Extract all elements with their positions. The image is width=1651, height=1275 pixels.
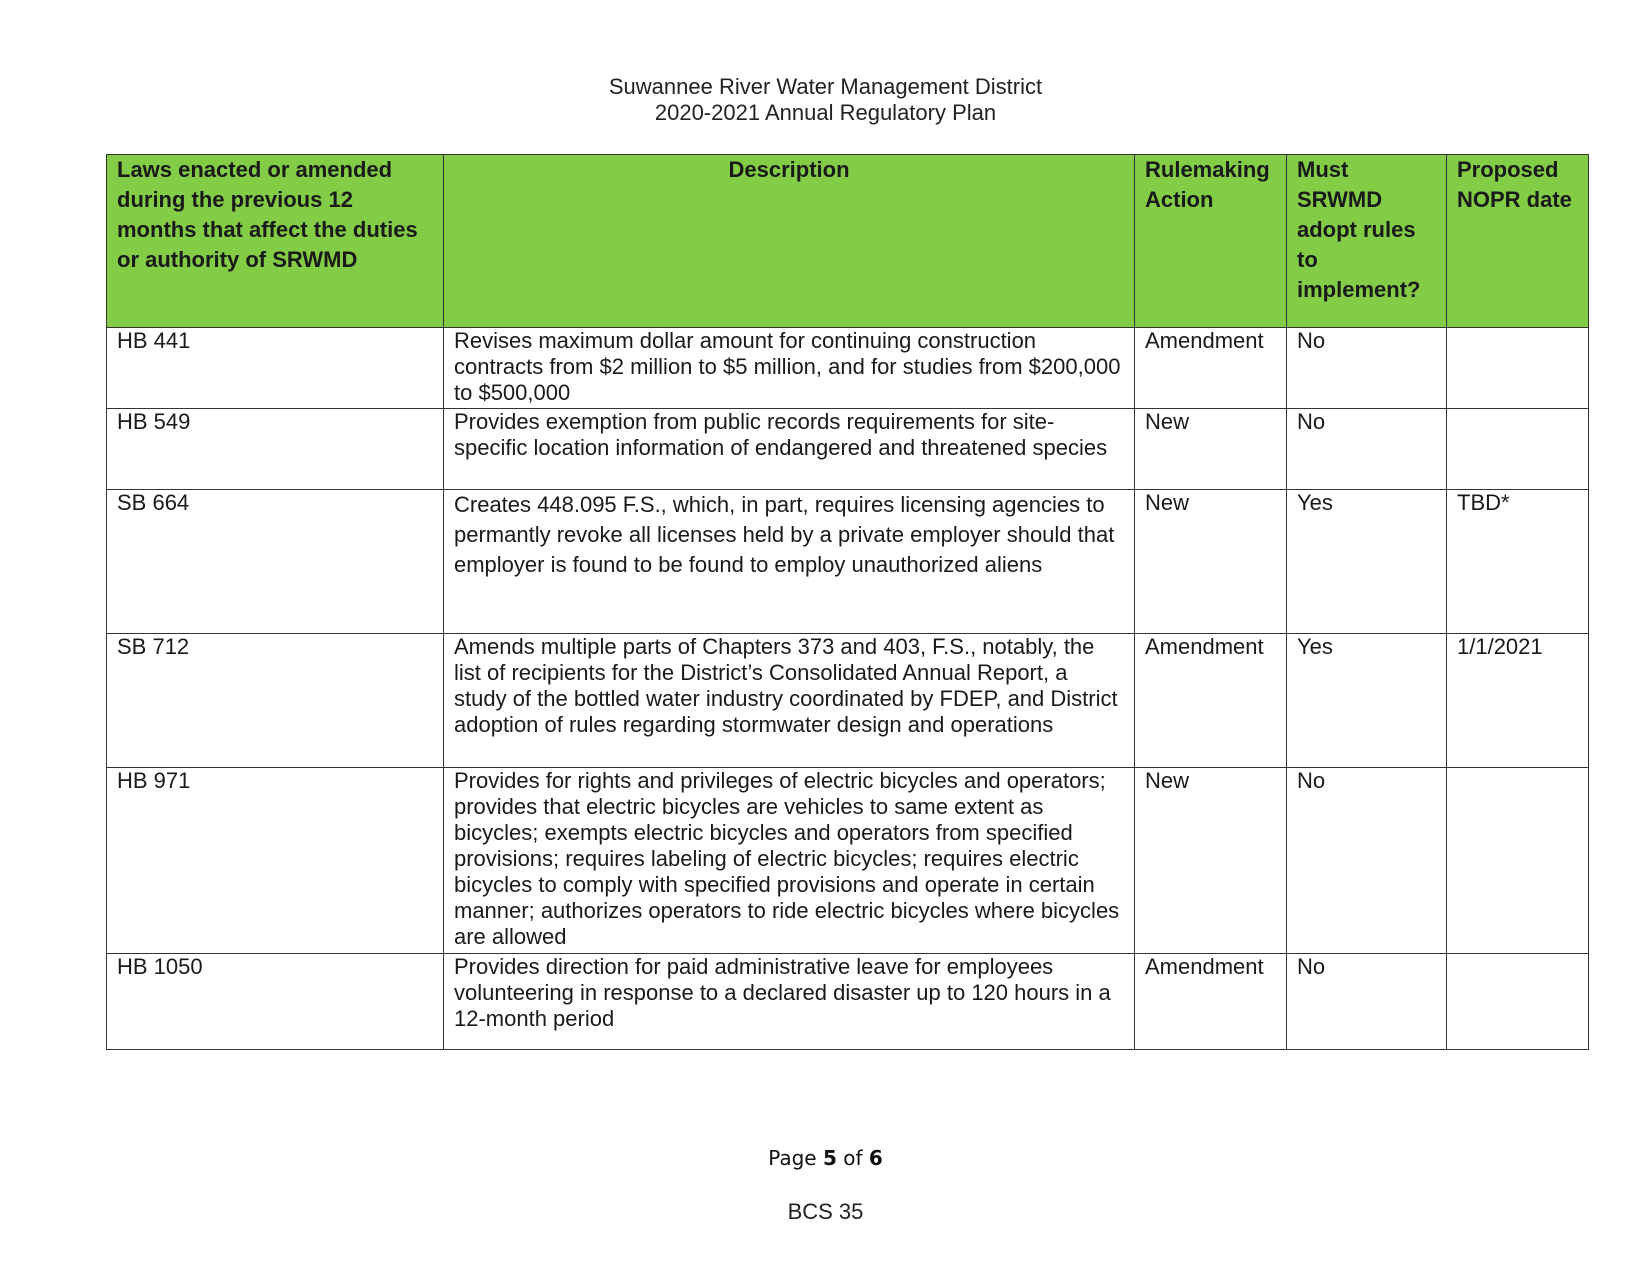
document-org-title: Suwannee River Water Management District	[608, 74, 1043, 99]
cell-description: Provides exemption from public records requirements for site-specific location information of endangered and threatened species	[444, 409, 1135, 490]
cell-law: HB 1050	[107, 954, 444, 1050]
column-header-rulemaking-action: Rulemaking Action	[1135, 155, 1287, 328]
cell-must-adopt: No	[1287, 768, 1447, 954]
cell-nopr-date: TBD*	[1447, 490, 1589, 634]
page-word: Page	[768, 1146, 817, 1170]
cell-description: Amends multiple parts of Chapters 373 and 403, F.S., notably, the list of recipients for the District’s Consolidated Annual Report, a study of the bottled water industry coordinated by FDEP, and District adoption of rules regarding stormwater design and operations	[444, 634, 1135, 768]
cell-must-adopt: No	[1287, 954, 1447, 1050]
column-header-laws: Laws enacted or amended during the previous 12 months that affect the duties or authority of SRWMD	[107, 155, 444, 328]
cell-action: Amendment	[1135, 328, 1287, 409]
cell-law: HB 549	[107, 409, 444, 490]
cell-action: New	[1135, 490, 1287, 634]
table-row	[107, 490, 1589, 634]
cell-law: HB 971	[107, 768, 444, 954]
cell-nopr-date	[1447, 954, 1589, 1050]
table-row	[107, 634, 1589, 768]
cell-must-adopt: Yes	[1287, 490, 1447, 634]
page-total: 6	[868, 1146, 883, 1170]
table-row	[107, 409, 1589, 490]
cell-action: New	[1135, 409, 1287, 490]
of-word: of	[843, 1146, 863, 1170]
page-current: 5	[822, 1146, 837, 1170]
cell-law: HB 441	[107, 328, 444, 409]
cell-nopr-date	[1447, 768, 1589, 954]
cell-law: SB 664	[107, 490, 444, 634]
cell-nopr-date	[1447, 328, 1589, 409]
page-number	[0, 1146, 1651, 1170]
cell-must-adopt: Yes	[1287, 634, 1447, 768]
cell-action: New	[1135, 768, 1287, 954]
cell-description: Provides for rights and privileges of electric bicycles and operators; provides that electric bicycles are vehicles to same extent as bicycles; exempts electric bicycles and operators from specified provisions; requires labeling of electric bicycles; requires electric bicycles to comply with specified provisions and operate in certain manner; authorizes operators to ride electric bicycles where bicycles are allowed	[444, 768, 1135, 954]
document-header	[0, 74, 1651, 126]
table-row	[107, 328, 1589, 409]
cell-nopr-date	[1447, 409, 1589, 490]
bcs-label: BCS 35	[787, 1199, 864, 1224]
cell-action: Amendment	[1135, 954, 1287, 1050]
cell-must-adopt: No	[1287, 328, 1447, 409]
column-header-description: Description	[444, 155, 1135, 328]
table-header-row	[107, 155, 1589, 328]
table-row	[107, 954, 1589, 1050]
cell-nopr-date: 1/1/2021	[1447, 634, 1589, 768]
cell-description: Provides direction for paid administrative leave for employees volunteering in response to a declared disaster up to 120 hours in a 12-month period	[444, 954, 1135, 1050]
cell-description: Revises maximum dollar amount for continuing construction contracts from $2 million to $5 million, and for studies from $200,000 to $500,000	[444, 328, 1135, 409]
cell-action: Amendment	[1135, 634, 1287, 768]
cell-law: SB 712	[107, 634, 444, 768]
cell-description: Creates 448.095 F.S., which, in part, requires licensing agencies to permantly revoke all licenses held by a private employer should that employer is found to be found to employ unauthorized aliens	[444, 490, 1135, 634]
column-header-must-adopt: Must SRWMD adopt rules to implement?	[1287, 155, 1447, 328]
cell-must-adopt: No	[1287, 409, 1447, 490]
column-header-nopr-date: Proposed NOPR date	[1447, 155, 1589, 328]
document-plan-title: 2020-2021 Annual Regulatory Plan	[654, 100, 997, 125]
table-row	[107, 768, 1589, 954]
regulatory-plan-table	[106, 154, 1589, 1050]
